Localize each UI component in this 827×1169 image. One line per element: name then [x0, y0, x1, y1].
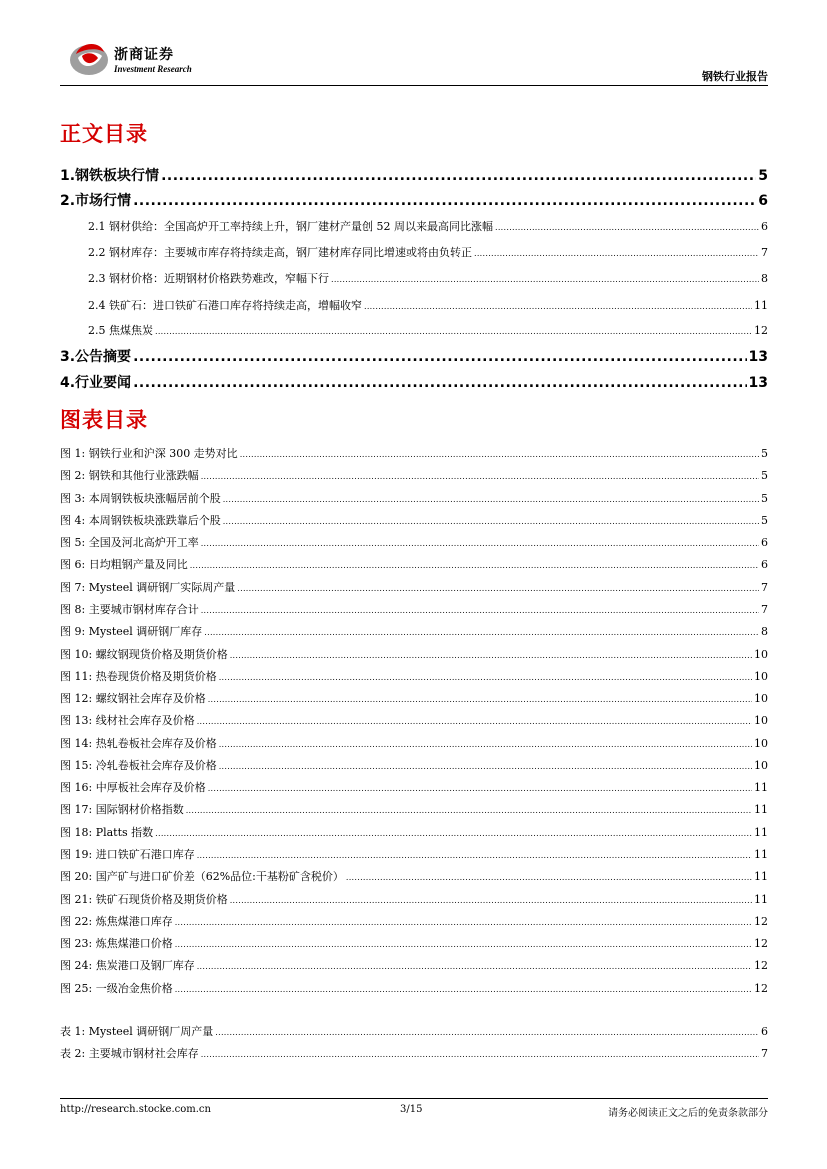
figure-entry-page: 12: [754, 914, 768, 928]
toc-entry-page: 6: [761, 220, 768, 233]
toc-entry-page: 5: [758, 168, 768, 184]
figure-entry[interactable]: [60, 957, 768, 973]
dot-leader: [133, 349, 746, 365]
figure-entry[interactable]: [60, 846, 768, 862]
figure-entry-label: 图 13: 线材社会库存及价格: [60, 714, 195, 728]
figure-entry-label: 图 22: 炼焦煤港口库存: [60, 914, 173, 928]
dot-leader: [197, 962, 752, 971]
figure-entry-page: 6: [761, 558, 768, 572]
toc-entry-label: 4.行业要闻: [60, 375, 132, 391]
figure-entry-label: 图 12: 螺纹钢社会库存及价格: [60, 692, 206, 706]
page-number: 3/15: [400, 1104, 423, 1115]
dot-leader: [133, 193, 756, 209]
figure-entry-label: 图 20: 国产矿与进口矿价差（62%品位:干基粉矿含税价）: [60, 870, 344, 884]
figure-entry-page: 10: [754, 714, 768, 728]
figure-entry[interactable]: [60, 668, 768, 684]
dot-leader: [240, 450, 759, 459]
dot-leader: [175, 918, 752, 927]
report-type-label: 钢铁行业报告: [702, 70, 768, 83]
toc-subentry[interactable]: [88, 322, 768, 338]
dot-leader: [155, 829, 752, 838]
figure-entry-page: 7: [761, 602, 768, 616]
figure-entry-page: 11: [754, 848, 768, 862]
figure-entry[interactable]: [60, 445, 768, 461]
figure-entry-label: 图 4: 本周钢铁板块涨跌靠后个股: [60, 513, 221, 527]
dot-leader: [197, 851, 752, 860]
figure-entry-page: 5: [761, 491, 768, 505]
dot-leader: [219, 762, 752, 771]
figure-entry-page: 11: [754, 825, 768, 839]
figure-entry-page: 10: [754, 736, 768, 750]
figure-entry[interactable]: [60, 779, 768, 795]
toc-entry-label: 2.2 钢材库存：主要城市库存将持续走高，钢厂建材库存同比增速或将由负转正: [88, 246, 472, 259]
toc-entry-label: 1.钢铁板块行情: [60, 168, 160, 184]
figure-entry-page: 5: [761, 469, 768, 483]
table-entry-page: 7: [761, 1047, 768, 1060]
toc-entry[interactable]: [60, 372, 768, 392]
toc-entry-label: 3.公告摘要: [60, 349, 132, 365]
figure-entry[interactable]: [60, 712, 768, 728]
toc-entry-label: 2.1 钢材供给：全国高炉开工率持续上升，钢厂建材产量创 52 周以来最高同比涨幅: [88, 220, 493, 233]
toc-entry-page: 11: [754, 299, 768, 312]
figure-entry-label: 图 8: 主要城市钢材库存合计: [60, 602, 199, 616]
toc-entry-page: 13: [748, 349, 768, 365]
dot-leader: [175, 940, 752, 949]
table-entry[interactable]: [60, 1045, 768, 1061]
figure-entry[interactable]: [60, 579, 768, 595]
dot-leader: [201, 539, 759, 548]
toc-entry[interactable]: [60, 165, 768, 185]
figure-entry-label: 图 3: 本周钢铁板块涨幅居前个股: [60, 491, 221, 505]
toc-entry-label: 2.4 铁矿石：进口铁矿石港口库存将持续走高，增幅收窄: [88, 299, 362, 312]
figure-entry[interactable]: [60, 868, 768, 884]
figure-entry[interactable]: [60, 824, 768, 840]
figure-entry-page: 5: [761, 513, 768, 527]
figure-entry[interactable]: [60, 980, 768, 996]
header-divider: [60, 85, 768, 86]
figure-entry-label: 图 19: 进口铁矿石港口库存: [60, 848, 195, 862]
brand-name-cn: 浙商证券: [114, 47, 174, 63]
dot-leader: [208, 695, 752, 704]
figure-entry-label: 图 10: 螺纹钢现货价格及期货价格: [60, 647, 228, 661]
table-entry-page: 6: [761, 1025, 768, 1038]
figure-entry-label: 图 9: Mysteel 调研钢厂库存: [60, 625, 203, 639]
figure-entry-page: 12: [754, 981, 768, 995]
figure-entry-label: 图 21: 铁矿石现货价格及期货价格: [60, 892, 228, 906]
figure-entry-label: 图 17: 国际钢材价格指数: [60, 803, 184, 817]
dot-leader: [155, 327, 752, 336]
toc-entry-label: 2.市场行情: [60, 193, 132, 209]
figure-entry-label: 图 5: 全国及河北高炉开工率: [60, 536, 199, 550]
figure-entry[interactable]: [60, 913, 768, 929]
figure-entry[interactable]: [60, 735, 768, 751]
figure-entry-label: 图 11: 热卷现货价格及期货价格: [60, 669, 217, 683]
figure-entry-page: 10: [754, 669, 768, 683]
dot-leader: [230, 651, 752, 660]
footer-divider: [60, 1098, 768, 1099]
dot-leader: [161, 168, 756, 184]
toc-entry-page: 7: [761, 246, 768, 259]
figure-entry[interactable]: [60, 891, 768, 907]
figure-entry-page: 11: [754, 781, 768, 795]
toc-title: 正文目录: [60, 122, 148, 146]
figure-entry-label: 图 1: 钢铁行业和沪深 300 走势对比: [60, 447, 238, 460]
figure-entry-page: 12: [754, 937, 768, 951]
dot-leader: [201, 606, 759, 615]
dot-leader: [223, 495, 759, 504]
toc-subentry[interactable]: [88, 244, 768, 260]
dot-leader: [219, 740, 752, 749]
dot-leader: [133, 375, 746, 391]
figures-toc-title: 图表目录: [60, 408, 148, 432]
company-logo-icon: [68, 38, 110, 78]
figure-entry[interactable]: [60, 646, 768, 662]
toc-entry-label: 2.5 焦煤焦炭: [88, 324, 153, 337]
figure-entry-page: 11: [754, 803, 768, 817]
figure-entry-label: 图 7: Mysteel 调研钢厂实际周产量: [60, 580, 236, 594]
dot-leader: [197, 717, 752, 726]
figure-entry-label: 图 2: 钢铁和其他行业涨跌幅: [60, 469, 199, 483]
figure-entry-label: 图 6: 日均粗钢产量及同比: [60, 558, 188, 572]
table-entry[interactable]: [60, 1023, 768, 1039]
figure-entry[interactable]: [60, 490, 768, 506]
figure-entry[interactable]: [60, 601, 768, 617]
dot-leader: [223, 517, 759, 526]
figure-entry-page: 12: [754, 959, 768, 973]
figure-entry-label: 图 14: 热轧卷板社会库存及价格: [60, 736, 217, 750]
dot-leader: [215, 1028, 759, 1037]
figure-entry[interactable]: [60, 534, 768, 550]
figure-entry[interactable]: [60, 512, 768, 528]
brand-name-en: Investment Research: [114, 64, 192, 74]
toc-entry-page: 12: [754, 324, 768, 337]
figure-entry[interactable]: [60, 623, 768, 639]
dot-leader: [186, 806, 752, 815]
toc-entry-page: 13: [748, 375, 768, 391]
toc-subentry[interactable]: [88, 297, 768, 313]
toc-entry-page: 6: [758, 193, 768, 209]
figure-entry[interactable]: [60, 801, 768, 817]
figure-entry-label: 图 24: 焦炭港口及钢厂库存: [60, 959, 195, 973]
figure-entry-page: 5: [761, 447, 768, 460]
dot-leader: [190, 561, 759, 570]
toc-entry-page: 8: [761, 272, 768, 285]
toc-entry[interactable]: [60, 346, 768, 366]
dot-leader: [346, 873, 752, 882]
dot-leader: [237, 584, 759, 593]
figure-entry-page: 8: [761, 625, 768, 639]
toc-subentry[interactable]: [88, 270, 768, 286]
table-entry-label: 表 1: Mysteel 调研钢厂周产量: [60, 1025, 214, 1038]
figure-entry-page: 10: [754, 647, 768, 661]
figure-entry-page: 6: [761, 536, 768, 550]
figure-entry-label: 图 25: 一级冶金焦价格: [60, 981, 173, 995]
figure-entry-label: 图 15: 冷轧卷板社会库存及价格: [60, 758, 217, 772]
footer-url-link[interactable]: http://research.stocke.com.cn: [60, 1104, 211, 1115]
figure-entry-page: 11: [754, 870, 768, 884]
dot-leader: [201, 1050, 759, 1059]
figure-entry[interactable]: [60, 556, 768, 572]
dot-leader: [364, 302, 752, 311]
figure-entry[interactable]: [60, 935, 768, 951]
figure-entry-page: 10: [754, 692, 768, 706]
page-header: [60, 38, 768, 88]
dot-leader: [204, 628, 759, 637]
dot-leader: [331, 275, 759, 284]
disclaimer-text: 请务必阅读正文之后的免责条款部分: [608, 1108, 768, 1119]
figure-entry-page: 10: [754, 758, 768, 772]
table-entry-label: 表 2: 主要城市钢材社会库存: [60, 1047, 199, 1060]
dot-leader: [208, 784, 752, 793]
figure-entry[interactable]: [60, 690, 768, 706]
dot-leader: [219, 673, 752, 682]
dot-leader: [495, 223, 759, 232]
toc-entry[interactable]: [60, 190, 768, 210]
figure-entry-label: 图 23: 炼焦煤港口价格: [60, 937, 173, 951]
dot-leader: [201, 472, 759, 481]
figure-entry-page: 11: [754, 892, 768, 906]
dot-leader: [474, 249, 759, 258]
figure-entry-page: 7: [761, 580, 768, 594]
dot-leader: [175, 985, 752, 994]
figure-entry-label: 图 18: Platts 指数: [60, 825, 154, 839]
toc-subentry[interactable]: [88, 218, 768, 234]
dot-leader: [230, 896, 752, 905]
figure-entry-label: 图 16: 中厚板社会库存及价格: [60, 781, 206, 795]
figure-entry[interactable]: [60, 467, 768, 483]
toc-entry-label: 2.3 钢材价格：近期钢材价格跌势难改，窄幅下行: [88, 272, 329, 285]
figure-entry[interactable]: [60, 757, 768, 773]
